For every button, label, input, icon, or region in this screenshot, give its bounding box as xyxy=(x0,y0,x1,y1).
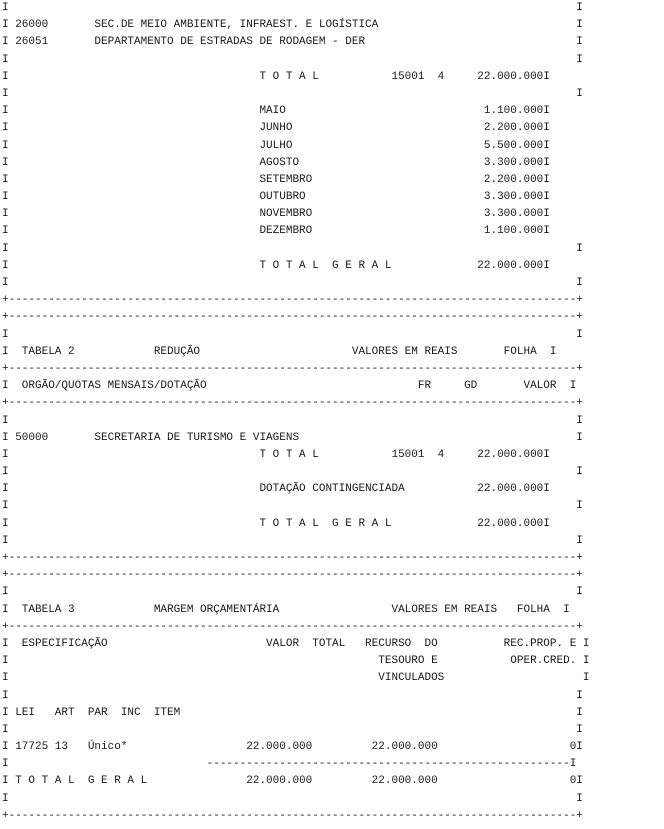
report-line: I I xyxy=(2,87,583,100)
report-line: I T O T A L 15001 4 22.000.000I xyxy=(2,448,550,461)
report-line: I I xyxy=(2,500,583,513)
report-line: I SETEMBRO 2.200.000I xyxy=(2,173,550,186)
report-line: I I xyxy=(2,328,583,341)
report-line: I 50000 SECRETARIA DE TURISMO E VIAGENS I xyxy=(2,431,583,444)
report-line: I OUTUBRO 3.300.000I xyxy=(2,191,550,204)
report-line: I T O T A L G E R A L 22.000.000 22.000.000 0I xyxy=(2,775,583,788)
report-line: I I xyxy=(2,586,583,599)
report-line: I I xyxy=(2,277,583,289)
report-line: I T O T A L G E R A L 22.000.000I xyxy=(2,259,550,272)
report-line: I ORGÃO/QUOTAS MENSAIS/DOTAÇÃO FR GD VALOR I xyxy=(2,380,577,393)
report-line: I I xyxy=(2,2,583,14)
report-line: +--------------------------------------------------------------------------------------+ xyxy=(2,311,583,324)
report-line: I I xyxy=(2,242,583,255)
report-line: I T O T A L G E R A L 22.000.000I xyxy=(2,517,550,530)
report-line: I DEZEMBRO 1.100.000I xyxy=(2,225,550,238)
report-line: I T O T A L 15001 4 22.000.000I xyxy=(2,70,550,83)
report-line: +--------------------------------------------------------------------------------------+ xyxy=(2,397,583,410)
report-line: I JUNHO 2.200.000I xyxy=(2,122,550,135)
report-line: I TABELA 2 REDUÇÃO VALORES EM REAIS FOLHA I xyxy=(2,345,557,358)
report-line: I I xyxy=(2,534,583,547)
report-line: I JULHO 5.500.000I xyxy=(2,139,550,152)
report-line: I I xyxy=(2,466,583,479)
report-line: I 17725 13 Único* 22.000.000 22.000.000 0I xyxy=(2,741,583,754)
report-line: I I xyxy=(2,723,583,736)
report-line: I I xyxy=(2,689,583,702)
report-line: I NOVEMBRO 3.300.000I xyxy=(2,208,550,221)
report-line: I MAIO 1.100.000I xyxy=(2,105,550,118)
report-line: I TESOURO E OPER.CRED. I xyxy=(2,655,590,668)
report-line: I AGOSTO 3.300.000I xyxy=(2,156,550,169)
report-line: +--------------------------------------------------------------------------------------+ xyxy=(2,620,583,633)
report-line: +--------------------------------------------------------------------------------------+ xyxy=(2,552,583,564)
report-line: I I xyxy=(2,414,583,427)
report-line: I I xyxy=(2,792,583,805)
report-line: +--------------------------------------------------------------------------------------+ xyxy=(2,809,583,822)
report-line: I I xyxy=(2,53,583,66)
report-line: +--------------------------------------------------------------------------------------+ xyxy=(2,569,583,582)
report-line: I VINCULADOS I xyxy=(2,672,590,685)
report-line: +--------------------------------------------------------------------------------------+ xyxy=(2,362,583,375)
report-line: I ESPECIFICAÇÃO VALOR TOTAL RECURSO DO REC.PROP. E I xyxy=(2,637,590,650)
report-line: I LEI ART PAR INC ITEM I xyxy=(2,706,583,719)
report-line: I TABELA 3 MARGEM ORÇAMENTÁRIA VALORES EM REAIS FOLHA I xyxy=(2,603,570,616)
report-line: I 26000 SEC.DE MEIO AMBIENTE, INFRAEST. E LOGÍSTICA I xyxy=(2,19,583,32)
report-line: I 26051 DEPARTAMENTO DE ESTRADAS DE RODAGEM - DER I xyxy=(2,36,583,49)
report-line: +--------------------------------------------------------------------------------------+ xyxy=(2,294,583,307)
report-line: I -------------------------------------------------------I xyxy=(2,758,577,771)
report-line: I DOTAÇÃO CONTINGENCIADA 22.000.000I xyxy=(2,483,550,496)
